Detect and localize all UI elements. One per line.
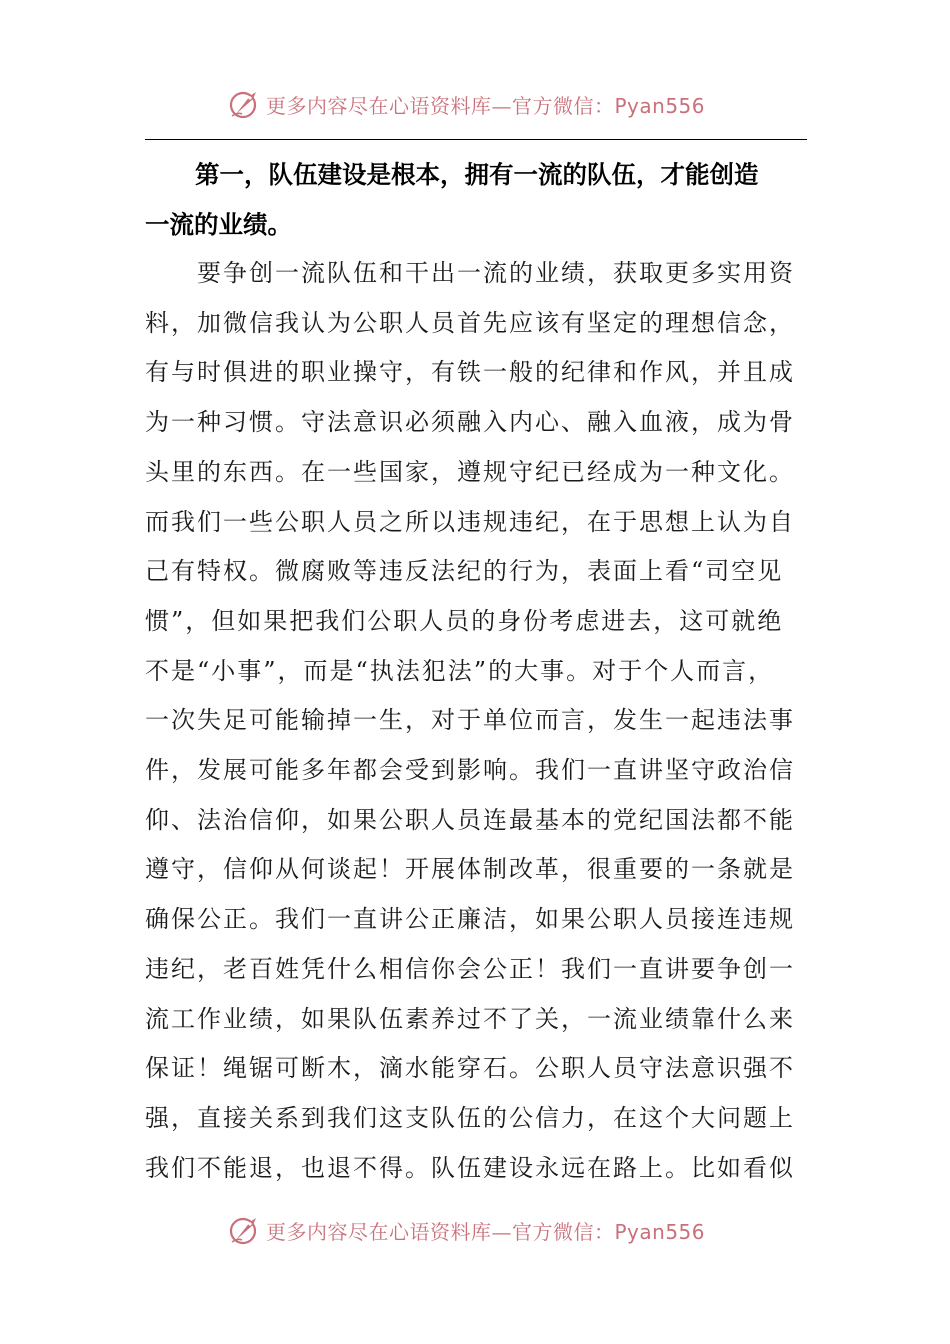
wechat-id: Pyan556 <box>614 1219 706 1244</box>
paragraph-line: 我们不能退，也退不得。队伍建设永远在路上。比如看似 <box>145 1153 795 1182</box>
paragraph-line: 不是“小事”，而是“执法犯法”的大事。对于个人而言， <box>145 656 775 685</box>
banner-text: 更多内容尽在心语资料库—官方微信：Pyan556 <box>266 1219 706 1244</box>
heading-line: 一流的业绩。 <box>145 209 292 239</box>
paragraph-line: 保证！绳锯可断木，滴水能穿石。公职人员守法意识强不 <box>145 1054 795 1083</box>
pen-nib-icon <box>228 1213 262 1247</box>
paragraph-line: 一次失足可能输掉一生，对于单位而言，发生一起违法事 <box>145 706 795 735</box>
header-banner <box>228 86 705 122</box>
footer-banner <box>228 1212 705 1248</box>
paragraph-line: 强，直接关系到我们这支队伍的公信力，在这个大问题上 <box>145 1103 795 1132</box>
paragraph-line: 遵守，信仰从何谈起！开展体制改革，很重要的一条就是 <box>145 855 795 884</box>
paragraph-line: 头里的东西。在一些国家，遵规守纪已经成为一种文化。 <box>145 457 795 486</box>
paragraph-line: 件，发展可能多年都会受到影响。我们一直讲坚守政治信 <box>145 756 795 785</box>
heading-line: 第一，队伍建设是根本，拥有一流的队伍，才能创造 <box>195 160 759 189</box>
paragraph-line: 己有特权。微腐败等违反法纪的行为，表面上看“司空见 <box>145 557 784 586</box>
paragraph-line: 流工作业绩，如果队伍素养过不了关，一流业绩靠什么来 <box>145 1004 795 1033</box>
paragraph-line: 要争创一流队伍和干出一流的业绩，获取更多实用资 <box>197 259 795 287</box>
paragraph-line: 惯”，但如果把我们公职人员的身份考虑进去，这可就绝 <box>145 606 784 635</box>
paragraph-line: 确保公正。我们一直讲公正廉洁，如果公职人员接连违规 <box>145 905 795 934</box>
header-divider <box>145 139 807 140</box>
paragraph-line: 有与时俱进的职业操守，有铁一般的纪律和作风，并且成 <box>145 358 795 387</box>
paragraph-line: 违纪，老百姓凭什么相信你会公正！我们一直讲要争创一 <box>145 954 795 983</box>
pen-nib-icon <box>228 87 262 121</box>
banner-text: 更多内容尽在心语资料库—官方微信：Pyan556 <box>266 93 706 118</box>
body-paragraph <box>145 249 825 1193</box>
paragraph-line: 仰、法治信仰，如果公职人员连最基本的党纪国法都不能 <box>145 805 795 834</box>
paragraph-line: 料，加微信我认为公职人员首先应该有坚定的理想信念， <box>145 308 795 337</box>
paragraph-line: 为一种习惯。守法意识必须融入内心、融入血液，成为骨 <box>145 408 795 437</box>
paragraph-line: 而我们一些公职人员之所以违规违纪，在于思想上认为自 <box>145 507 795 536</box>
section-heading <box>145 150 807 249</box>
wechat-id: Pyan556 <box>614 93 706 118</box>
